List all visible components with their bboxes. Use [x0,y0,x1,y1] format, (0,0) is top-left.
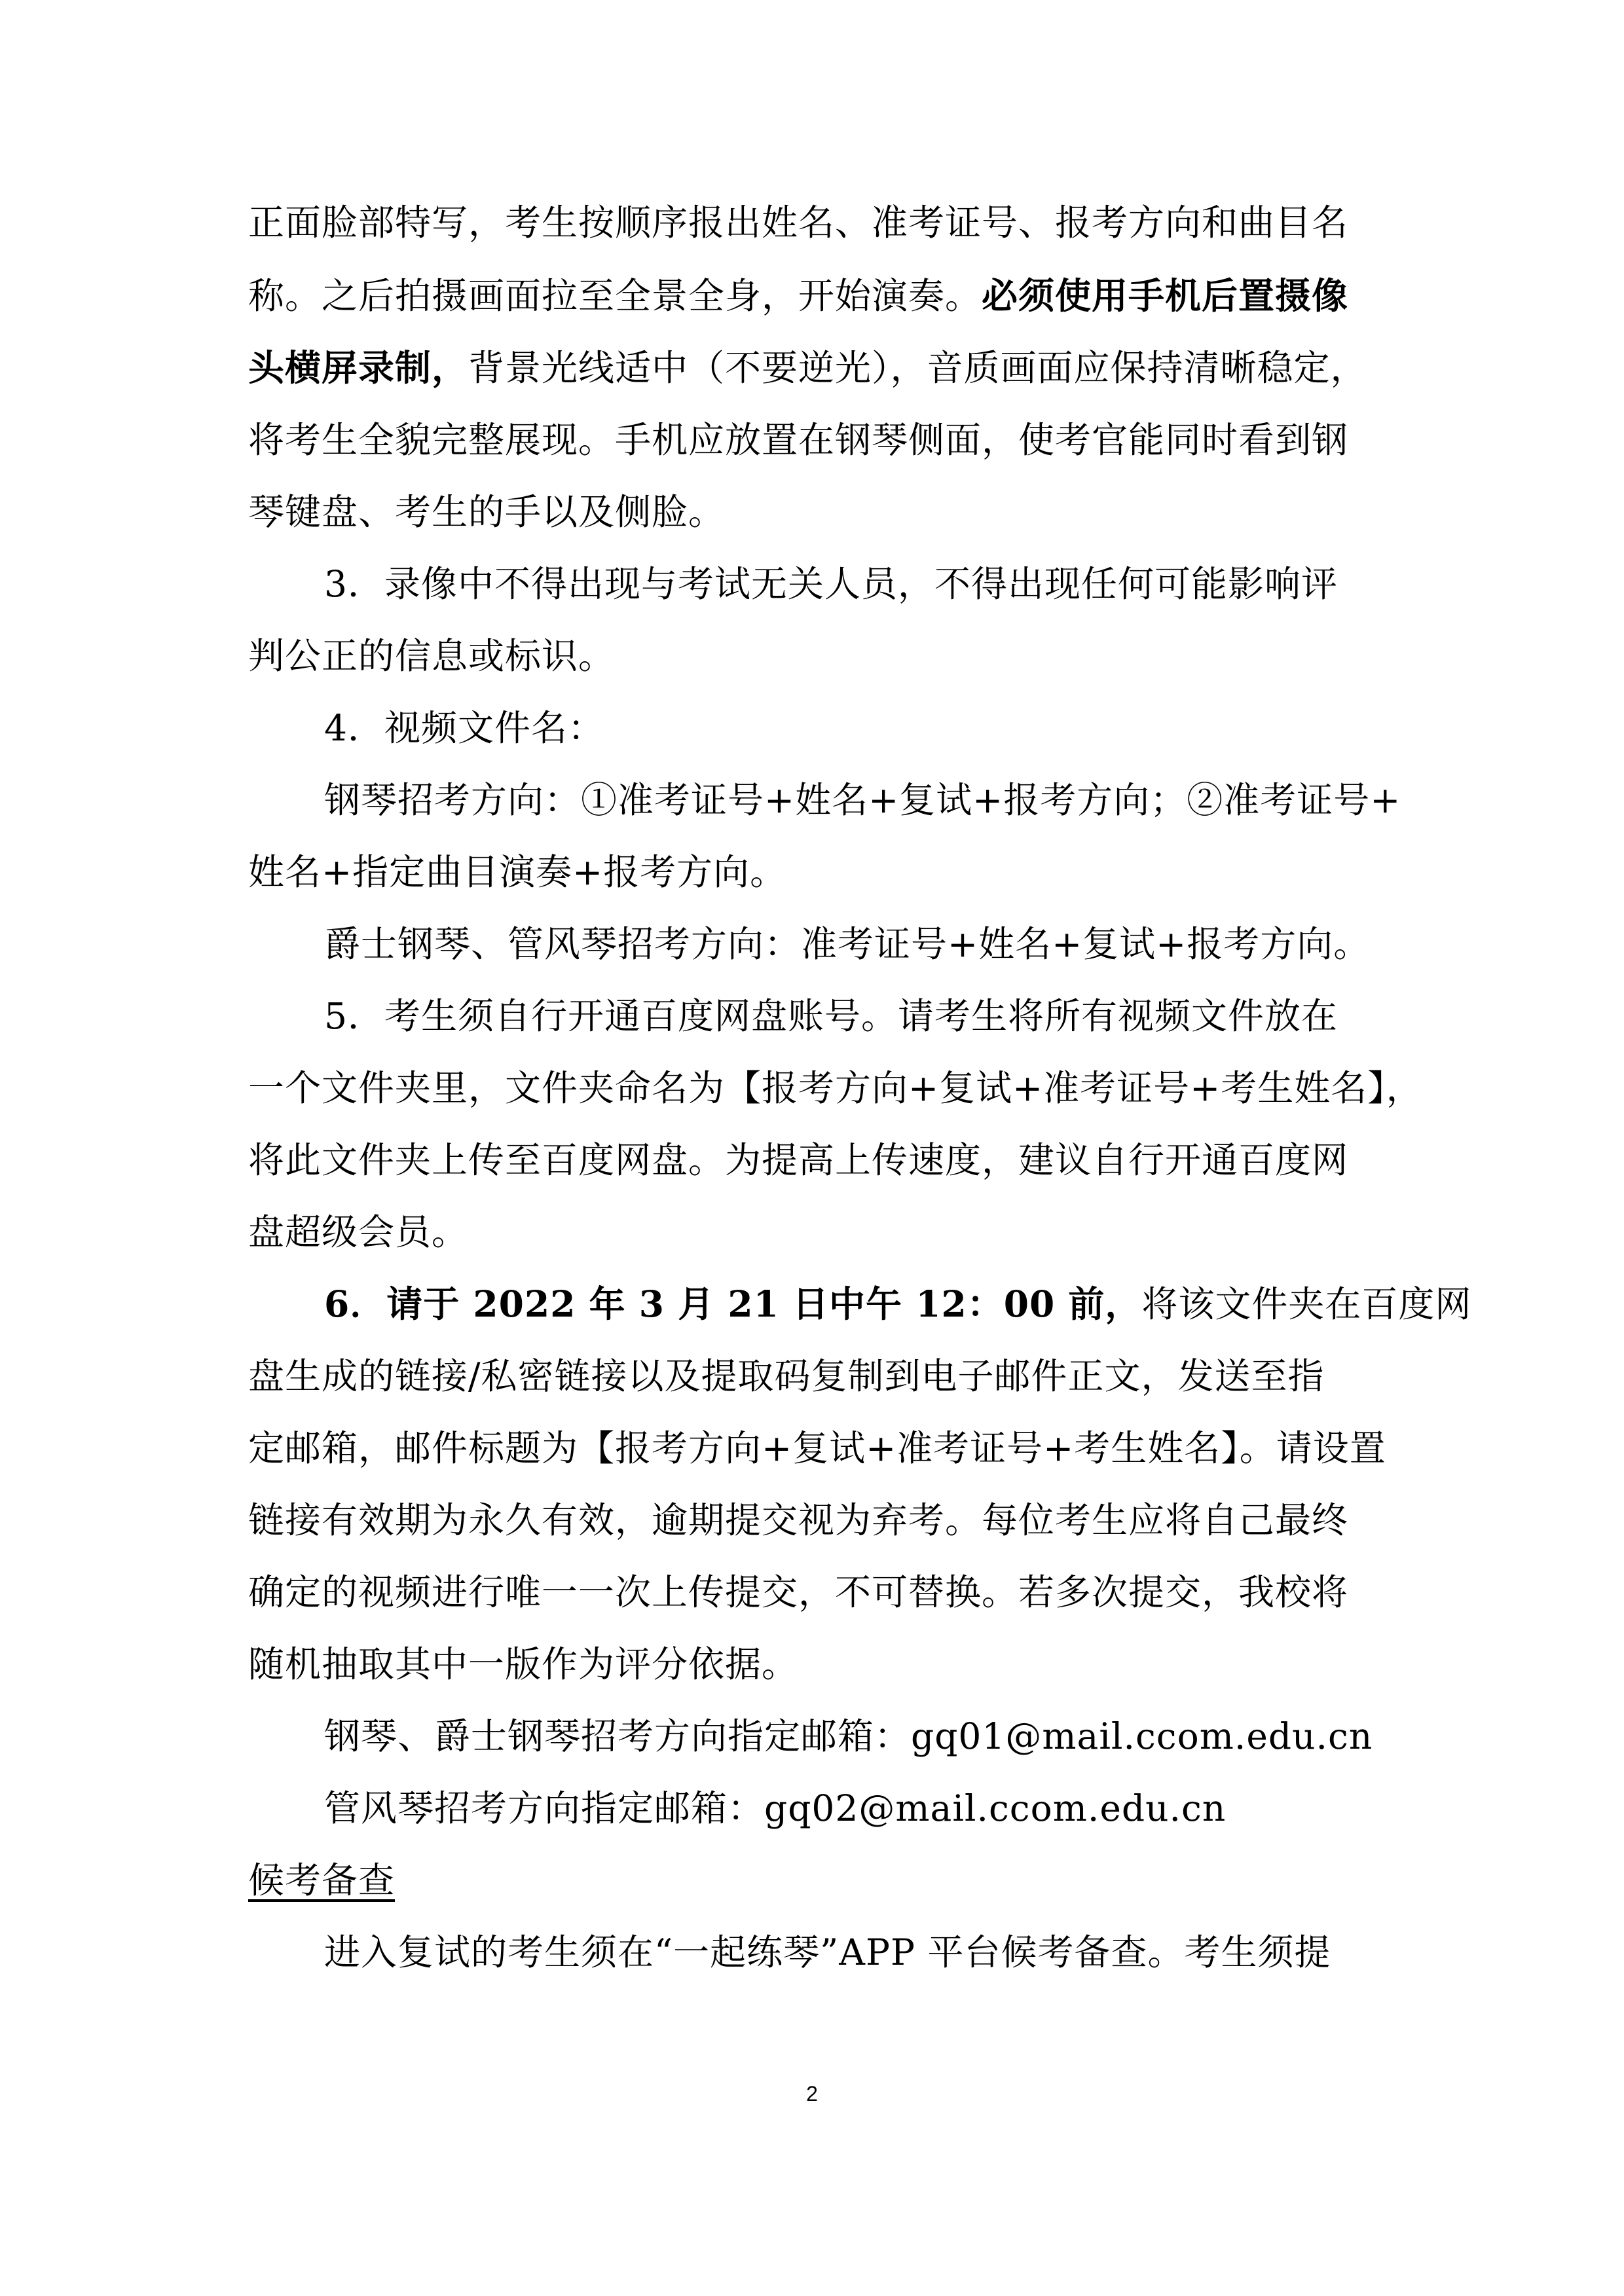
paragraph-line: 5．考生须自行开通百度网盘账号。请考生将所有视频文件放在 [324,995,1338,1037]
paragraph-line: 姓名+指定曲目演奏+报考方向。 [248,851,787,893]
section-heading: 候考备查 [248,1859,396,1901]
paragraph-line: 3．录像中不得出现与考试无关人员，不得出现任何可能影响评 [324,563,1338,605]
paragraph-line: 链接有效期为永久有效，逾期提交视为弃考。每位考生应将自己最终 [248,1499,1349,1541]
text-run: 将该文件夹在百度网 [1141,1283,1472,1325]
text-run: 背景光线适中（不要逆光），音质画面应保持清晰稳定， [468,347,1367,389]
paragraph-line: 一个文件夹里，文件夹命名为【报考方向+复试+准考证号+考生姓名】， [248,1067,1423,1109]
bold-text-run: 必须使用手机后置摄像 [982,274,1349,317]
paragraph-line: 进入复试的考生须在“一起练琴”APP 平台候考备查。考生须提 [324,1931,1331,1973]
paragraph-line: 爵士钢琴、管风琴招考方向：准考证号+姓名+复试+报考方向。 [324,923,1371,965]
text-run: 称。之后拍摄画面拉至全景全身，开始演奏。 [248,275,982,317]
paragraph-line: 4．视频文件名： [324,707,604,749]
paragraph-line: 将此文件夹上传至百度网盘。为提高上传速度，建议自行开通百度网 [248,1139,1349,1181]
paragraph-line: 定邮箱，邮件标题为【报考方向+复试+准考证号+考生姓名】。请设置 [248,1427,1386,1469]
paragraph-line: 判公正的信息或标识。 [248,635,616,677]
email-line: 管风琴招考方向指定邮箱：gq02@mail.ccom.edu.cn [324,1787,1227,1829]
bold-text-run: 6．请于 2022 年 3 月 21 日中午 12：00 前， [324,1283,1142,1325]
paragraph-line: 盘超级会员。 [248,1211,469,1253]
paragraph-line: 钢琴招考方向：①准考证号+姓名+复试+报考方向；②准考证号+ [324,779,1401,821]
bold-text-run: 头横屏录制， [248,346,469,389]
paragraph-line: 正面脸部特写，考生按顺序报出姓名、准考证号、报考方向和曲目名 [248,202,1349,244]
paragraph-line: 盘生成的链接/私密链接以及提取码复制到电子邮件正文，发送至指 [248,1355,1325,1397]
paragraph-line: 随机抽取其中一版作为评分依据。 [248,1643,799,1685]
paragraph-line [248,342,1384,394]
email-line: 钢琴、爵士钢琴招考方向指定邮箱：gq01@mail.ccom.edu.cn [324,1715,1373,1757]
paragraph-line: 琴键盘、考生的手以及侧脸。 [248,491,726,533]
paragraph-line: 确定的视频进行唯一一次上传提交，不可替换。若多次提交，我校将 [248,1571,1349,1613]
paragraph-line: 将考生全貌完整展现。手机应放置在钢琴侧面，使考官能同时看到钢 [248,419,1349,461]
paragraph-line [248,270,1384,322]
page-number: 2 [806,2082,818,2105]
paragraph-line [324,1278,1472,1330]
